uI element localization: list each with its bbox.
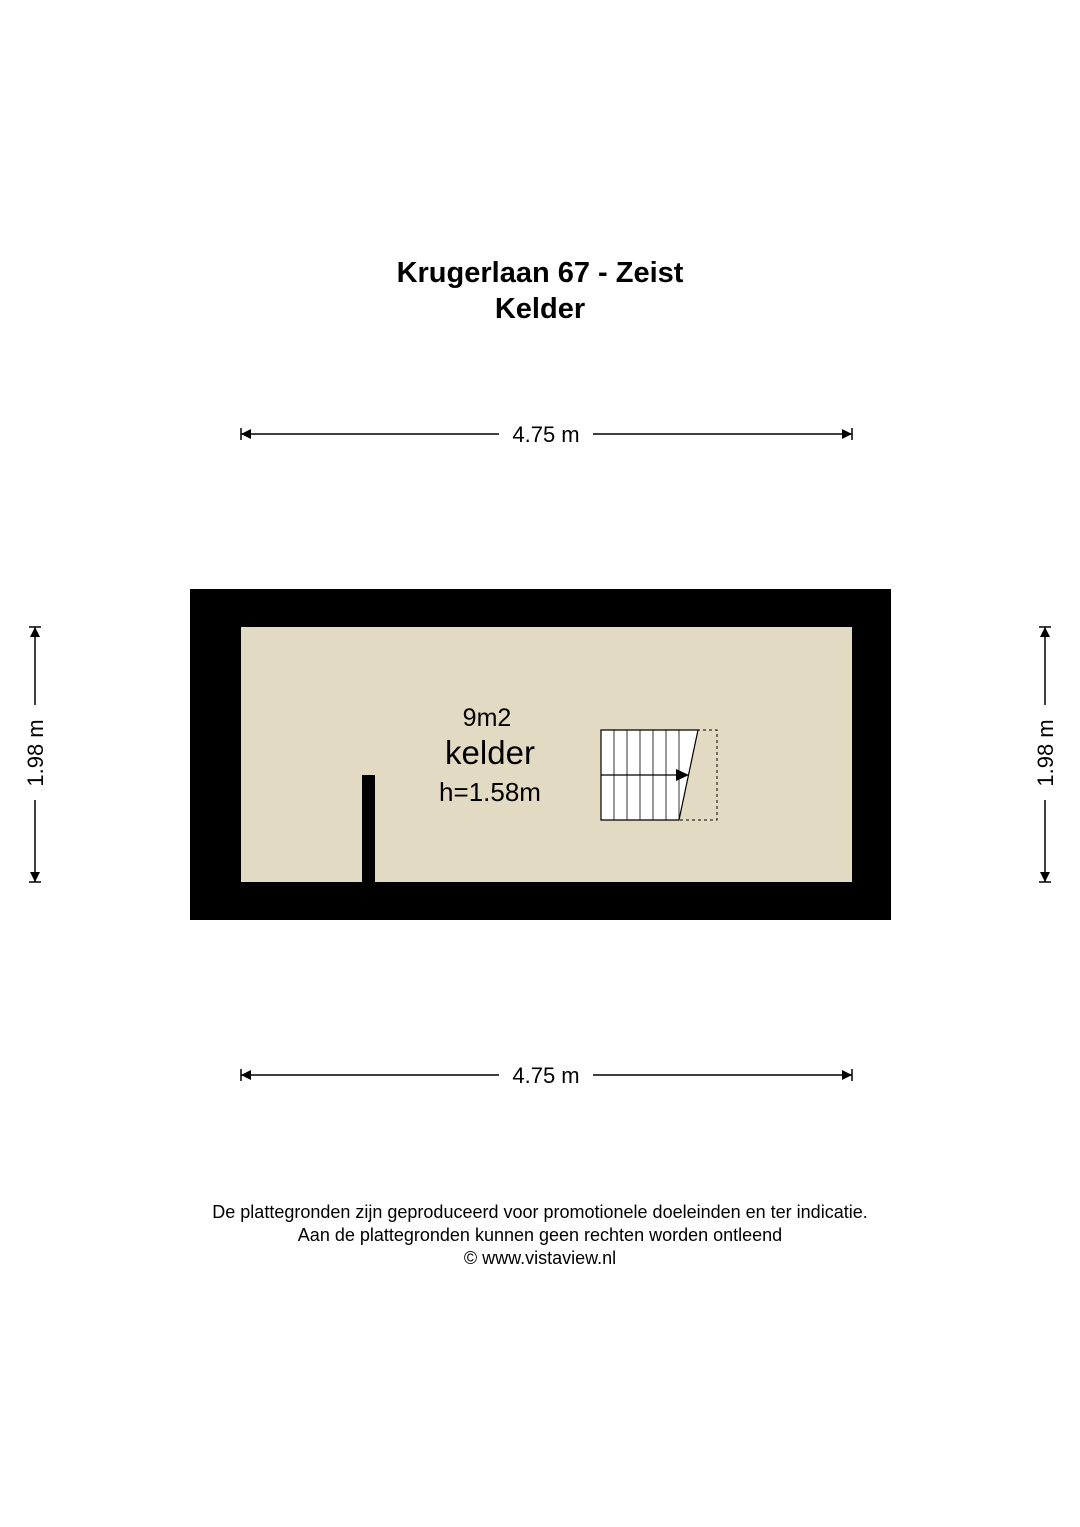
room-height: h=1.58m: [439, 777, 541, 807]
dimension-bottom-label: 4.75 m: [512, 1063, 580, 1088]
room-name: kelder: [445, 734, 535, 771]
dimension-right-label: 1.98 m: [1033, 719, 1058, 787]
dimension-left-label: 1.98 m: [23, 719, 48, 787]
copyright-line: © www.vistaview.nl: [463, 1248, 617, 1268]
disclaimer-line-2: Aan de plattegronden kunnen geen rechten worden ontleend: [297, 1225, 783, 1245]
interior-wall-stub: [362, 775, 375, 882]
dimension-top-label: 4.75 m: [512, 422, 580, 447]
dimension-left: [23, 627, 48, 882]
floor-name: Kelder: [494, 293, 586, 325]
room-floor-kelder: [241, 627, 852, 882]
dimension-bottom: [241, 1063, 852, 1088]
plan-title: Krugerlaan 67 - Zeist: [396, 257, 684, 289]
disclaimer-line-1: De plattegronden zijn geproduceerd voor promotionele doeleinden en ter indicatie.: [212, 1202, 868, 1222]
dimension-top: [241, 422, 852, 447]
room-area: 9m2: [462, 704, 512, 732]
dimension-right: [1033, 627, 1058, 882]
